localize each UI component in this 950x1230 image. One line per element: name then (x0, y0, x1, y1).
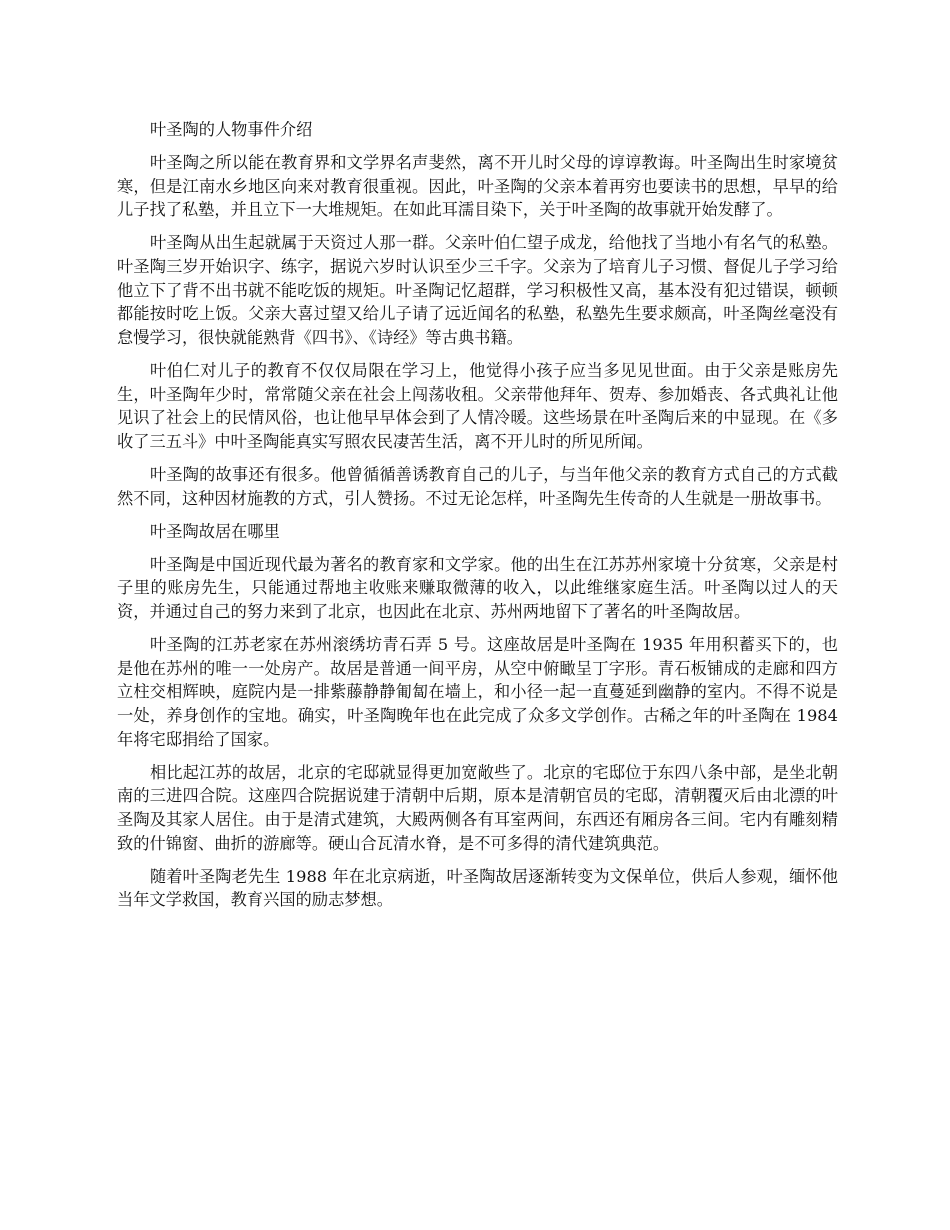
paragraph: 叶圣陶从出生起就属于天资过人那一群。父亲叶伯仁望子成龙，给他找了当地小有名气的私塾。叶圣陶三岁开始识字、练字，据说六岁时认识至少三千字。父亲为了培育儿子习惯、督促儿子学习给他立下了背不出书就不能吃饭的规矩。叶圣陶记忆超群，学习积极性又高，基本没有犯过错误，顿顿都能按时吃上饭。父亲大喜过望又给儿子请了远近闻名的私塾，私塾先生要求颇高，叶圣陶丝毫没有怠慢学习，很快就能熟背《四书》、《诗经》等古典书籍。 (117, 233, 838, 347)
paragraph: 随着叶圣陶老先生 1988 年在北京病逝，叶圣陶故居逐渐转变为文保单位，供后人参观，缅怀他当年文学救国，教育兴国的励志梦想。 (117, 866, 838, 910)
paragraph: 叶圣陶是中国近现代最为著名的教育家和文学家。他的出生在江苏苏州家境十分贫寒，父亲是村子里的账房先生，只能通过帮地主收账来赚取微薄的收入，以此维继家庭生活。叶圣陶以过人的天资，并通过自己的努力来到了北京，也因此在北京、苏州两地留下了著名的叶圣陶故居。 (117, 554, 838, 622)
paragraph: 叶伯仁对儿子的教育不仅仅局限在学习上，他觉得小孩子应当多见见世面。由于父亲是账房先生，叶圣陶年少时，常常随父亲在社会上闯荡收租。父亲带他拜年、贺寿、参加婚丧、各式典礼让他见识了社会上的民情风俗，也让他早早体会到了人情冷暖。这些场景在叶圣陶后来的中显现。在《多收了三五斗》中叶圣陶能真实写照农民凄苦生活，离不开儿时的所见所闻。 (117, 361, 838, 451)
section-title-life-events: 叶圣陶的人物事件介绍 (150, 120, 313, 139)
section-title-former-residence: 叶圣陶故居在哪里 (150, 521, 280, 541)
paragraph: 叶圣陶的故事还有很多。他曾循循善诱教育自己的儿子，与当年他父亲的教育方式自己的方式截然不同，这种因材施教的方式，引人赞扬。不过无论怎样，叶圣陶先生传奇的人生就是一册故事书。 (117, 465, 838, 508)
document-body (117, 118, 838, 922)
paragraph: 叶圣陶之所以能在教育界和文学界名声斐然，离不开儿时父母的谆谆教诲。叶圣陶出生时家境贫寒，但是江南水乡地区向来对教育很重视。因此，叶圣陶的父亲本着再穷也要读书的思想，早早的给儿子找了私塾，并且立下一大堆规矩。在如此耳濡目染下，关于叶圣陶的故事就开始发酵了。 (117, 153, 838, 220)
paragraph: 叶圣陶的江苏老家在苏州滚绣坊青石弄 5 号。这座故居是叶圣陶在 1935 年用积蓄买下的，也是他在苏州的唯一一处房产。故居是普通一间平房，从空中俯瞰呈丁字形。青石板铺成的走廊和四方立柱交相辉映，庭院内是一排紫藤静静匍匐在墙上，和小径一起一直蔓延到幽静的室内。不得不说是一处，养身创作的宝地。确实，叶圣陶晚年也在此完成了众多文学创作。古稀之年的叶圣陶在 1984 年将宅邸捐给了国家。 (117, 635, 838, 749)
paragraph: 相比起江苏的故居，北京的宅邸就显得更加宽敞些了。北京的宅邸位于东四八条中部，是坐北朝南的三进四合院。这座四合院据说建于清朝中后期，原本是清朝官员的宅邸，清朝覆灭后由北漂的叶圣陶及其家人居住。由于是清式建筑，大殿两侧各有耳室两间，东西还有厢房各三间。宅内有雕刻精致的什锦窗、曲折的游廊等。硬山合瓦清水脊，是不可多得的清代建筑典范。 (117, 762, 838, 853)
